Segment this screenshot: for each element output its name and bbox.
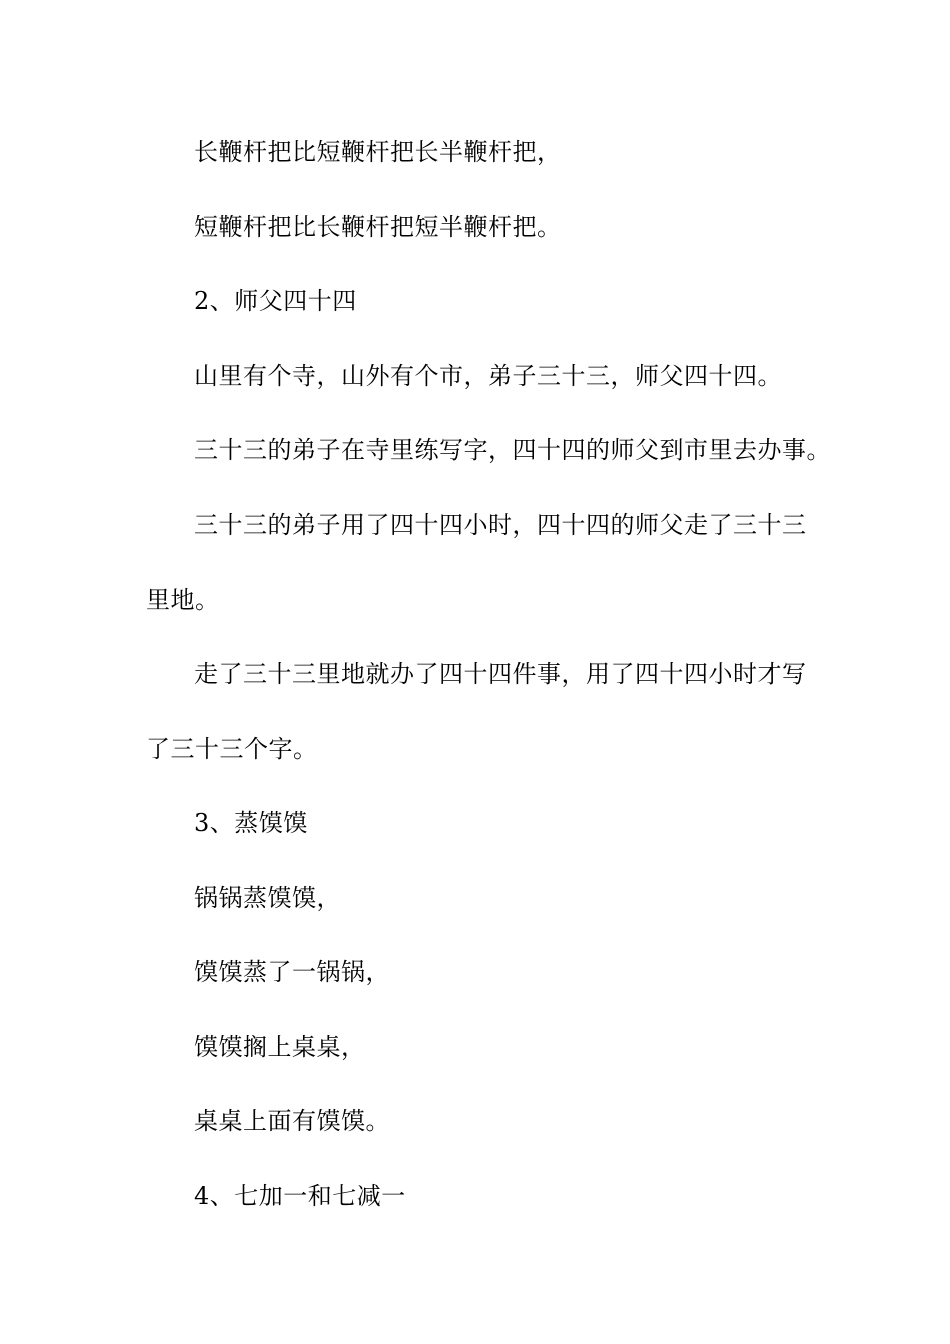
paragraph-line: 山里有个寺，山外有个市，弟子三十三，师父四十四。: [194, 362, 782, 390]
paragraph-line: 短鞭杆把比长鞭杆把短半鞭杆把。: [194, 213, 562, 241]
paragraph-line: 桌桌上面有馍馍。: [194, 1107, 390, 1135]
paragraph-line: 里地。: [146, 586, 220, 614]
paragraph-line: 锅锅蒸馍馍，: [194, 884, 341, 912]
paragraph-line: 三十三的弟子用了四十四小时，四十四的师父走了三十三: [194, 511, 807, 539]
paragraph-line: 三十三的弟子在寺里练写字，四十四的师父到市里去办事。: [194, 436, 831, 464]
paragraph-line: 馍馍搁上桌桌，: [194, 1033, 366, 1061]
paragraph-line: 走了三十三里地就办了四十四件事，用了四十四小时才写: [194, 660, 807, 688]
section-heading: 4、七加一和七减一: [194, 1182, 406, 1210]
paragraph-line: 馍馍蒸了一锅锅，: [194, 958, 390, 986]
paragraph-line: 长鞭杆把比短鞭杆把长半鞭杆把，: [194, 138, 562, 166]
paragraph-line: 了三十三个字。: [146, 735, 318, 763]
section-heading: 3、蒸馍馍: [194, 809, 308, 837]
section-heading: 2、师父四十四: [194, 287, 357, 315]
